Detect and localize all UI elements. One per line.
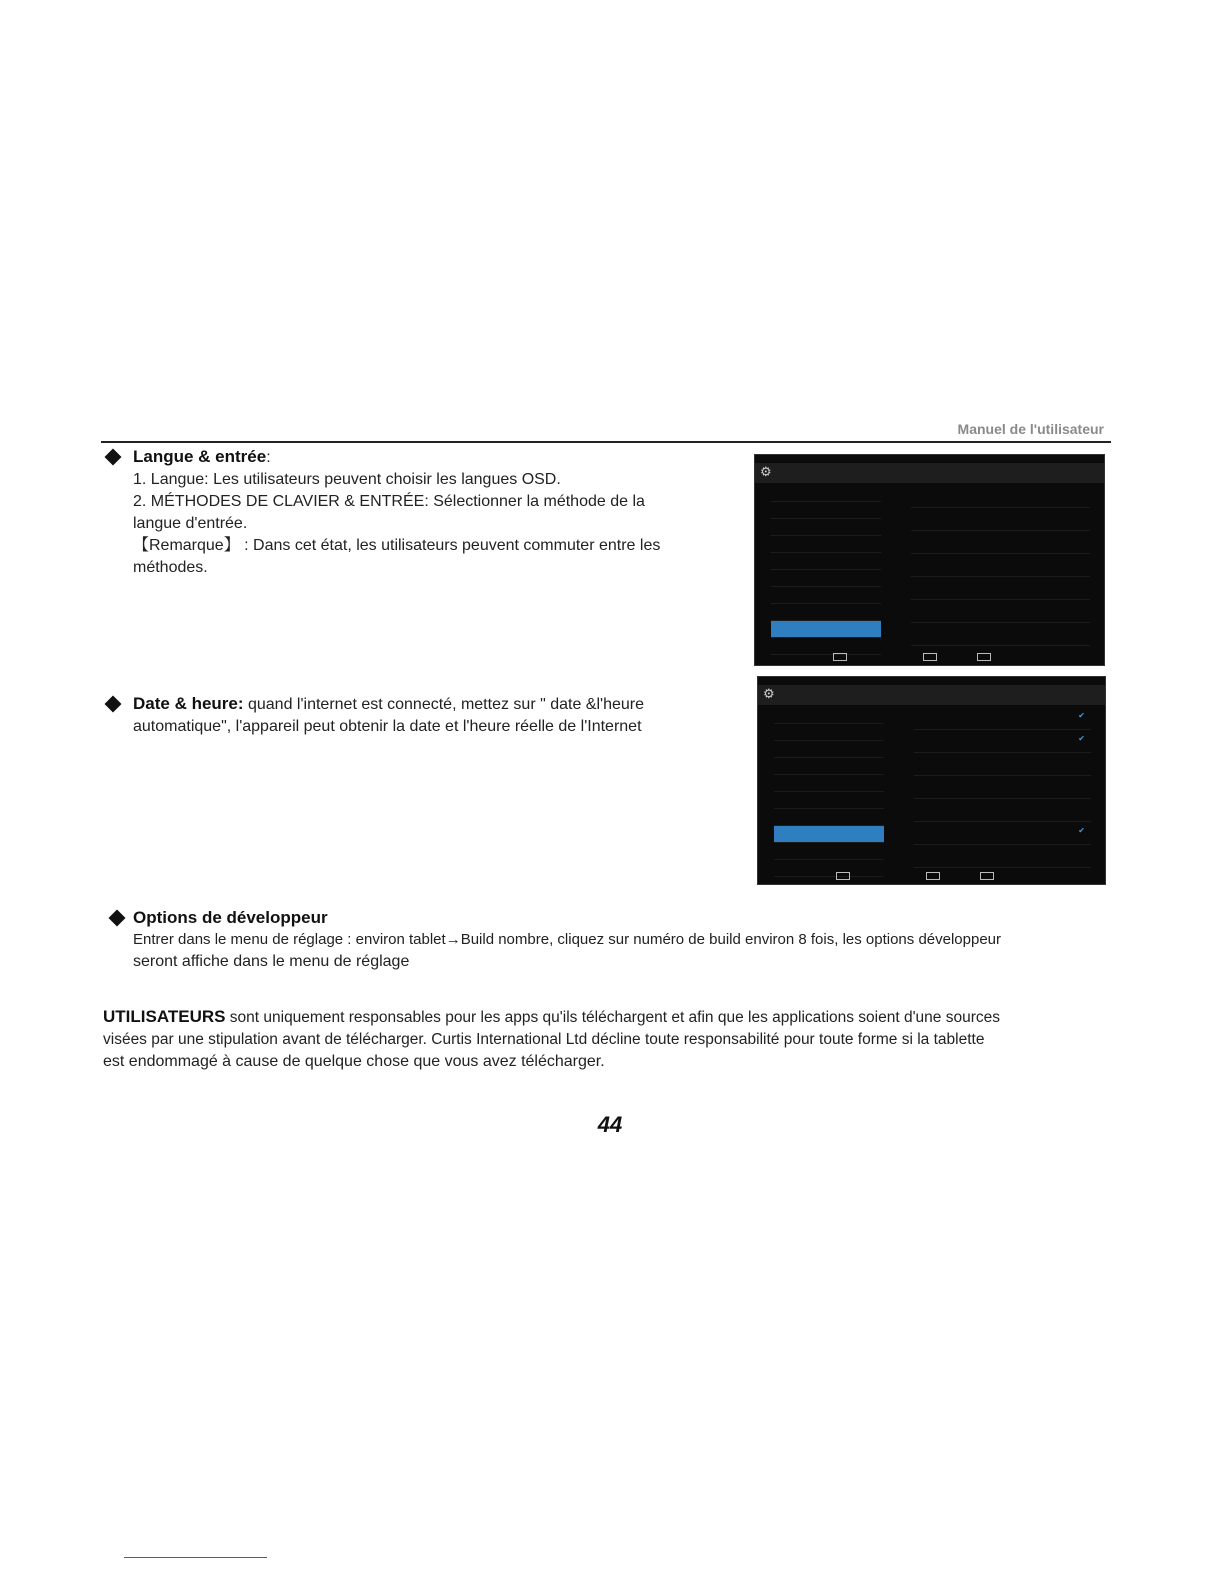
diamond-bullet-icon xyxy=(109,910,126,927)
list-item xyxy=(774,809,884,826)
list-item xyxy=(771,502,881,519)
section-line: 1. Langue: Les utilisateurs peuvent choisir les langues OSD. xyxy=(133,471,561,488)
check-icon: ✔ xyxy=(1078,734,1085,743)
list-item xyxy=(914,776,1091,799)
nav-bar xyxy=(755,645,1104,665)
action-bar xyxy=(758,685,1105,705)
list-item xyxy=(771,485,881,502)
disclaimer-text: visées par une stipulation avant de télécharger. Curtis International Ltd décline toute responsabilité pour toute forme si la tablette xyxy=(103,1031,985,1048)
section-text: quand l'internet est connecté, mettez sur " date &l'heure xyxy=(243,696,644,713)
back-icon xyxy=(923,653,937,661)
nav-bar xyxy=(758,864,1105,884)
list-item xyxy=(774,758,884,775)
list-item xyxy=(774,792,884,809)
header-rule xyxy=(101,441,1111,443)
list-item xyxy=(771,587,881,604)
list-item xyxy=(774,843,884,860)
keyboard-icon xyxy=(833,653,847,661)
page-number: 44 xyxy=(597,1112,623,1137)
action-bar xyxy=(755,463,1104,483)
section-text: automatique", l'appareil peut obtenir la date et l'heure réelle de l'Internet xyxy=(133,718,642,735)
list-item xyxy=(774,707,884,724)
list-item xyxy=(911,531,1090,554)
list-item xyxy=(771,536,881,553)
settings-menu xyxy=(774,707,884,877)
section-text: Entrer dans le menu de réglage : environ tablet→Build nombre, cliquez sur numéro de build environ 8 fois, les options développeur xyxy=(133,931,1002,948)
list-item xyxy=(771,604,881,621)
disclaimer xyxy=(103,1006,1113,1073)
list-item xyxy=(914,707,1091,730)
gear-icon: ⚙ xyxy=(760,464,772,479)
section-dev xyxy=(133,907,1113,973)
list-item xyxy=(774,741,884,758)
section-date xyxy=(133,693,733,738)
list-item xyxy=(771,553,881,570)
list-item xyxy=(911,554,1090,577)
section-line: méthodes. xyxy=(133,559,208,576)
section-title-suffix: : xyxy=(266,449,271,466)
header-label: Manuel de l'utilisateur xyxy=(957,421,1104,437)
list-item xyxy=(914,753,1091,776)
footer-rule xyxy=(124,1557,267,1558)
section-title: Options de développeur xyxy=(133,908,328,927)
list-item xyxy=(771,570,881,587)
check-icon: ✔ xyxy=(1078,826,1085,835)
settings-detail xyxy=(911,485,1090,646)
section-title: Date & heure: xyxy=(133,694,244,713)
list-item-selected xyxy=(774,826,884,843)
section-langue xyxy=(133,446,733,579)
list-item xyxy=(774,724,884,741)
list-item xyxy=(911,485,1090,508)
list-item xyxy=(914,730,1091,753)
section-title: Langue & entrée xyxy=(133,447,267,466)
disclaimer-bold: UTILISATEURS xyxy=(103,1007,226,1026)
disclaimer-text: sont uniquement responsables pour les apps qu'ils téléchargent et afin que les applications soient d'une sources xyxy=(225,1009,1000,1026)
diamond-bullet-icon xyxy=(105,696,122,713)
keyboard-icon xyxy=(836,872,850,880)
section-line: langue d'entrée. xyxy=(133,515,248,532)
list-item xyxy=(911,577,1090,600)
list-item xyxy=(911,600,1090,623)
list-item xyxy=(914,799,1091,822)
section-line: 【Remarque】 : Dans cet état, les utilisateurs peuvent commuter entre les xyxy=(133,537,661,554)
section-line: 2. MÉTHODES DE CLAVIER & ENTRÉE: Sélectionner la méthode de la xyxy=(133,493,645,510)
disclaimer-text: est endommagé à cause de quelque chose que vous avez télécharger. xyxy=(103,1053,605,1070)
list-item xyxy=(911,508,1090,531)
section-text: seront affiche dans le menu de réglage xyxy=(133,953,410,970)
recent-apps-icon xyxy=(980,872,994,880)
list-item xyxy=(774,775,884,792)
recent-apps-icon xyxy=(977,653,991,661)
list-item xyxy=(914,822,1091,845)
screenshot-language-settings xyxy=(754,454,1105,666)
list-item xyxy=(911,623,1090,646)
diamond-bullet-icon xyxy=(105,449,122,466)
list-item xyxy=(771,519,881,536)
screenshot-date-settings xyxy=(757,676,1106,885)
gear-icon: ⚙ xyxy=(763,686,775,701)
back-icon xyxy=(926,872,940,880)
check-icon: ✔ xyxy=(1078,711,1085,720)
list-item-selected xyxy=(771,621,881,638)
settings-menu xyxy=(771,485,881,655)
settings-detail xyxy=(914,707,1091,868)
